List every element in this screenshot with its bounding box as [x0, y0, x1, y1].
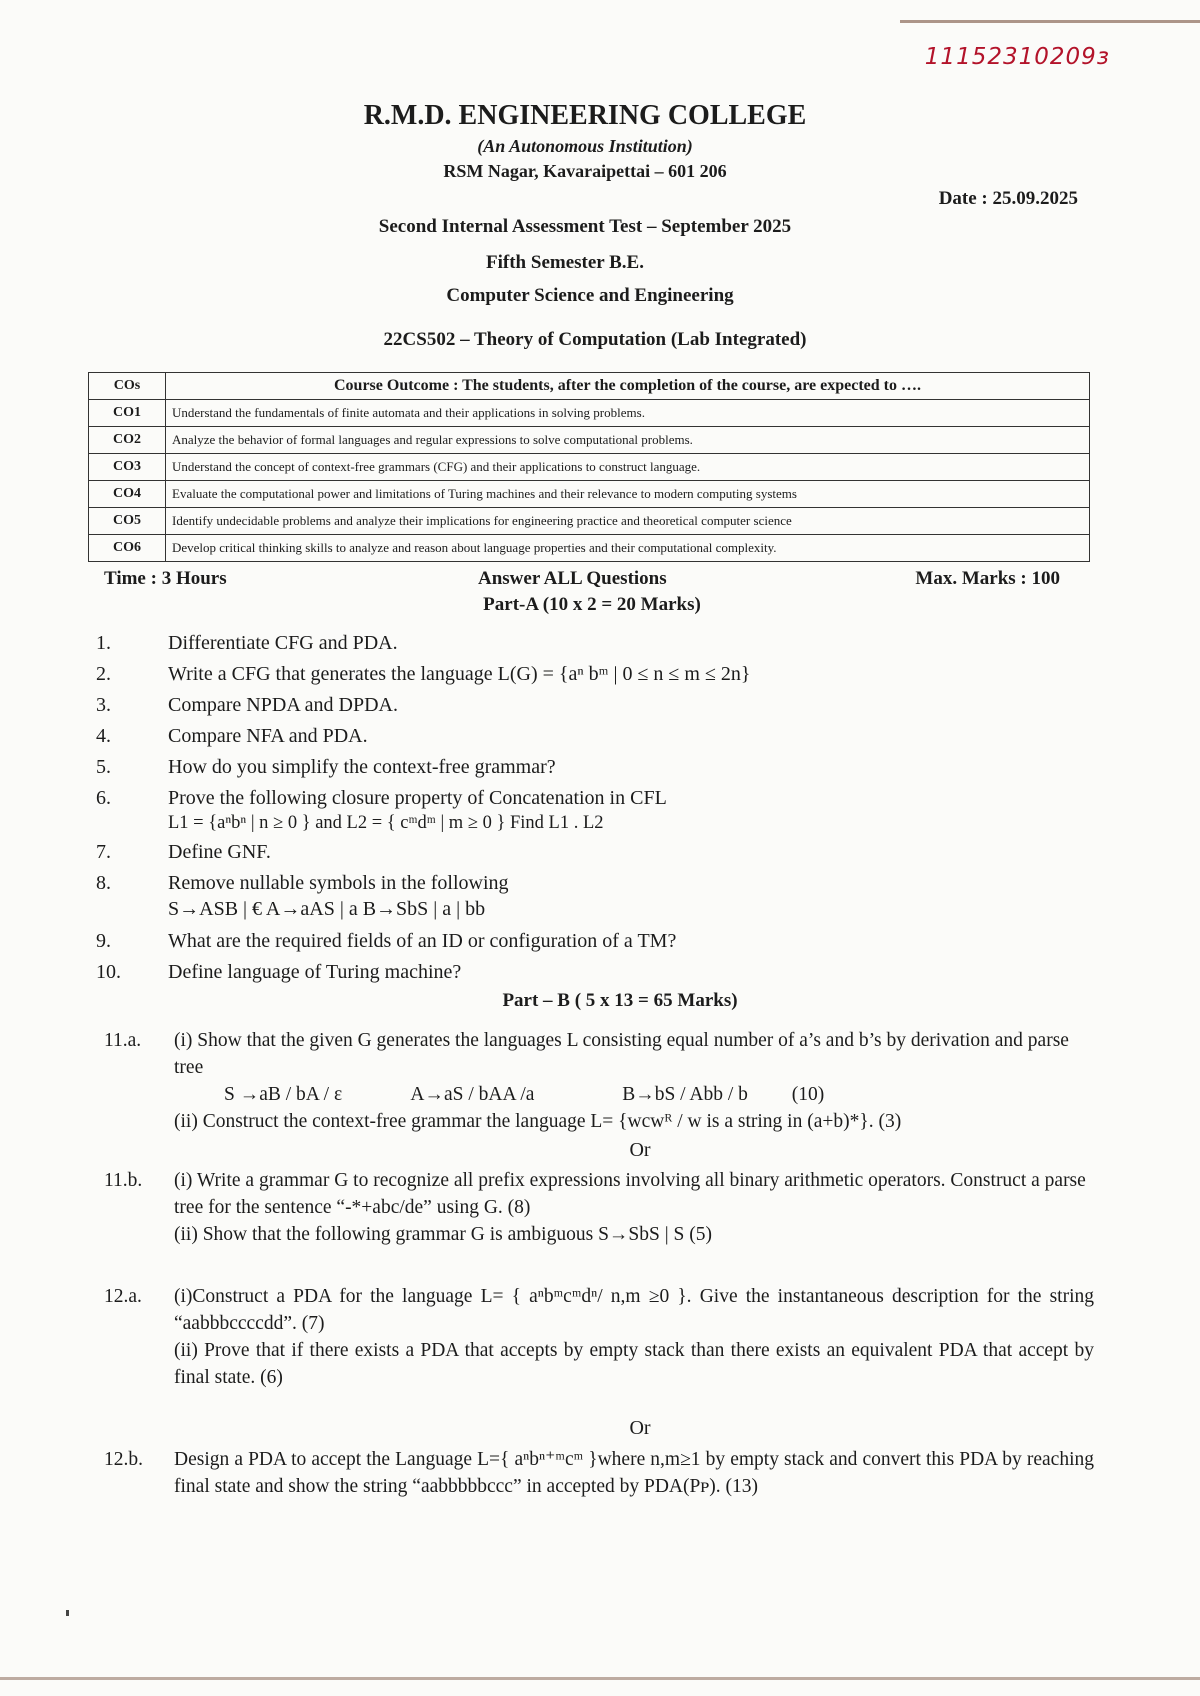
course-title: 22CS502 – Theory of Computation (Lab Integrated): [383, 329, 807, 350]
college-status: (An Autonomous Institution): [477, 136, 693, 156]
question-number: 5.: [96, 756, 111, 778]
co-text: Understand the fundamentals of finite automata and their applications in solving problems.: [166, 400, 1090, 427]
co-code: CO1: [89, 400, 166, 427]
question-number: 2.: [96, 663, 111, 685]
question-text: Define language of Turing machine?: [168, 961, 462, 983]
table-row: [89, 535, 1090, 562]
or-separator: Or: [629, 1139, 651, 1161]
question-text-line2: L1 = {aⁿbⁿ | n ≥ 0 } and L2 = { cᵐdᵐ | m ≥ 0 } Find L1 . L2: [168, 813, 604, 833]
scan-edge-bottom: [0, 1677, 1200, 1680]
co-code: CO4: [89, 481, 166, 508]
question-text: (ii) Construct the context-free grammar the language L= {wcwᴿ / w is a string in (a+b)*}. (3): [174, 1111, 902, 1132]
header-outcome: Course Outcome : The students, after the completion of the course, are expected to ….: [166, 373, 1090, 400]
question-text: (i)Construct a PDA for the language L= { aⁿbᵐcᵐdⁿ/ n,m ≥0 }. Give the instantaneous description for the string “aabbbccccdd”. (7): [174, 1286, 1094, 1334]
exam-semester: Fifth Semester B.E.: [486, 252, 644, 273]
question-text: What are the required fields of an ID or configuration of a TM?: [168, 930, 677, 952]
question-number: 12.a.: [104, 1286, 142, 1307]
grammar-line: S →aB / bA / ε A→aS / bAA /a B→bS / Abb / b (10): [224, 1084, 825, 1105]
header-code: COs: [89, 373, 166, 400]
question-text: Remove nullable symbols in the following: [168, 872, 509, 894]
co-text: Understand the concept of context-free grammars (CFG) and their applications to construct language.: [166, 454, 1090, 481]
exam-department: Computer Science and Engineering: [446, 285, 734, 306]
question-text: Differentiate CFG and PDA.: [168, 632, 398, 654]
exam-title: Second Internal Assessment Test – September 2025: [378, 216, 792, 237]
scan-edge-top: [900, 20, 1200, 23]
table-row: [89, 400, 1090, 427]
table-row: [89, 508, 1090, 535]
co-text: Develop critical thinking skills to analyze and reason about language properties and their computational complexity.: [166, 535, 1090, 562]
table-row: [89, 481, 1090, 508]
co-code: CO3: [89, 454, 166, 481]
question-text: (ii) Prove that if there exists a PDA that accepts by empty stack than there exists an equivalent PDA that accept by final state. (6): [174, 1340, 1094, 1388]
question-number: 4.: [96, 725, 111, 747]
question-text: (ii) Show that the following grammar G is ambiguous S→SbS | S (5): [174, 1224, 712, 1245]
question-text: Compare NFA and PDA.: [168, 725, 368, 747]
table-row: [89, 454, 1090, 481]
college-header: [0, 100, 1200, 182]
max-marks: Max. Marks : 100: [915, 568, 1060, 589]
co-text: Identify undecidable problems and analyze their implications for engineering practice and theoretical computer science: [166, 508, 1090, 535]
handwritten-register-number: 11152310209з: [924, 44, 1110, 70]
exam-duration: Time : 3 Hours: [104, 568, 227, 589]
question-number: 8.: [96, 872, 111, 894]
question-text-line2: S→ASB | € A→aAS | a B→SbS | a | bb: [168, 898, 486, 920]
question-number: 12.b.: [104, 1449, 143, 1470]
exam-instruction: Answer ALL Questions: [478, 568, 667, 589]
college-name: R.M.D. ENGINEERING COLLEGE: [363, 100, 807, 131]
co-text: Evaluate the computational power and limitations of Turing machines and their relevance to modern computing systems: [166, 481, 1090, 508]
part-a-title: Part-A (10 x 2 = 20 Marks): [483, 594, 701, 615]
table-row: [89, 427, 1090, 454]
college-address: RSM Nagar, Kavaraipettai – 601 206: [443, 161, 727, 181]
exam-date: Date : 25.09.2025: [938, 188, 1078, 209]
co-code: CO2: [89, 427, 166, 454]
co-text: Analyze the behavior of formal languages and regular expressions to solve computational problems.: [166, 427, 1090, 454]
question-text: Design a PDA to accept the Language L={ aⁿbⁿ⁺ᵐcᵐ }where n,m≥1 by empty stack and convert this PDA by reaching final state and show the string “aabbbbbccc” in accepted by PDA(Pᴘ). (13): [174, 1449, 1094, 1497]
question-number: 3.: [96, 694, 111, 716]
question-text: How do you simplify the context-free grammar?: [168, 756, 556, 778]
question-text: (i) Show that the given G generates the languages L consisting equal number of a’s and b’s by derivation and parse tree: [174, 1030, 1069, 1078]
part-b-title: Part – B ( 5 x 13 = 65 Marks): [502, 990, 738, 1011]
question-text: (i) Write a grammar G to recognize all prefix expressions involving all binary arithmetic operators. Construct a parse tree for the sentence “-*+abc/de” using G. (8): [174, 1170, 1086, 1218]
question-number: 7.: [96, 841, 111, 863]
question-text: Compare NPDA and DPDA.: [168, 694, 398, 716]
or-separator: Or: [629, 1417, 651, 1439]
scan-mark: [66, 1610, 69, 1616]
question-number: 9.: [96, 930, 111, 952]
question-number: 1.: [96, 632, 111, 654]
question-text: Write a CFG that generates the language L(G) = {aⁿ bᵐ | 0 ≤ n ≤ m ≤ 2n}: [168, 663, 751, 685]
question-text: Define GNF.: [168, 841, 271, 863]
co-code: CO6: [89, 535, 166, 562]
question-number: 11.a.: [104, 1030, 142, 1051]
question-text: Prove the following closure property of Concatenation in CFL: [168, 787, 667, 809]
co-code: CO5: [89, 508, 166, 535]
course-outcomes-table: [88, 372, 1090, 562]
question-number: 11.b.: [104, 1170, 143, 1191]
table-header-row: [89, 373, 1090, 400]
question-number: 10.: [96, 961, 121, 983]
question-number: 6.: [96, 787, 111, 809]
